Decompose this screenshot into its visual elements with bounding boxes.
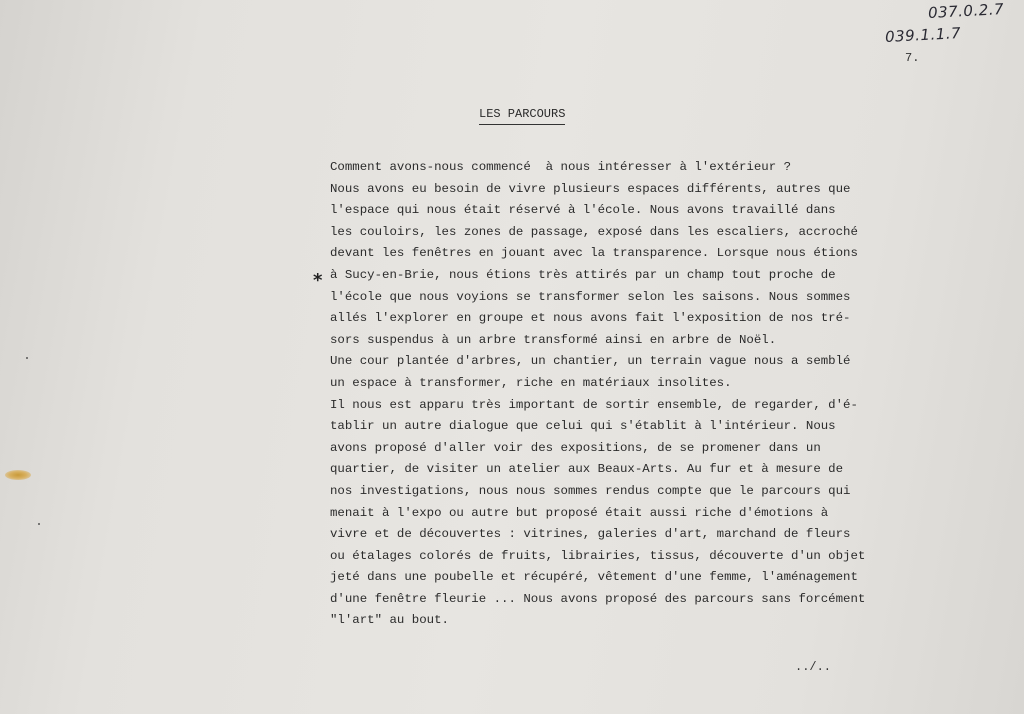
text-line: sors suspendus à un arbre transformé ainsi en arbre de Noël. — [330, 332, 777, 347]
text-line: allés l'explorer en groupe et nous avons fait l'exposition de nos tré- — [330, 311, 851, 326]
text-line: l'espace qui nous était réservé à l'école. Nous avons travaillé dans — [330, 203, 836, 218]
text-line: quartier, de visiter un atelier aux Beaux-Arts. Au fur et à mesure de — [330, 462, 844, 477]
text-line: Comment avons-nous commencé à nous intéresser à l'extérieur ? — [330, 160, 792, 174]
text-line: "l'art" au bout. — [330, 613, 449, 628]
text-line: Une cour plantée d'arbres, un chantier, un terrain vague nous a semblé — [330, 354, 851, 369]
text-line: ou étalages colorés de fruits, librairies, tissus, découverte d'un objet — [330, 548, 866, 563]
handwritten-reference: 039.1.1.7 — [884, 24, 962, 46]
text-line: à Sucy-en-Brie, nous étions très attirés par un champ tout proche de — [330, 267, 836, 282]
speck — [26, 357, 28, 359]
text-line: d'une fenêtre fleurie ... Nous avons proposé des parcours sans forcément — [330, 591, 866, 606]
text-line: les couloirs, les zones de passage, exposé dans les escaliers, accroché — [330, 224, 858, 239]
text-line: jeté dans une poubelle et récupéré, vêtement d'une femme, l'aménagement — [330, 570, 858, 585]
stain-mark — [5, 470, 31, 480]
page-number: 7. — [905, 51, 920, 65]
margin-asterisk: * — [313, 270, 323, 291]
text-line: vivre et de découvertes : vitrines, galeries d'art, marchand de fleurs — [330, 527, 851, 542]
text-line: avons proposé d'aller voir des expositions, de se promener dans un — [330, 440, 821, 455]
page-title: LES PARCOURS — [479, 107, 565, 125]
handwritten-reference: 037.0.2.7 — [927, 0, 1005, 22]
text-line: menait à l'expo ou autre but proposé était aussi riche d'émotions à — [330, 505, 829, 520]
text-line: Il nous est apparu très important de sortir ensemble, de regarder, d'é- — [330, 397, 858, 412]
continuation-mark: ../.. — [795, 660, 832, 674]
text-line: tablir un autre dialogue que celui qui s'établit à l'intérieur. Nous — [330, 419, 836, 434]
text-line: l'école que nous voyions se transformer selon les saisons. Nous sommes — [330, 289, 851, 304]
body-text — [330, 157, 890, 632]
text-line: devant les fenêtres en jouant avec la transparence. Lorsque nous étions — [330, 246, 858, 261]
text-line: nos investigations, nous nous sommes rendus compte que le parcours qui — [330, 483, 851, 498]
speck — [38, 523, 40, 525]
text-line: Nous avons eu besoin de vivre plusieurs espaces différents, autres que — [330, 181, 851, 196]
text-line: un espace à transformer, riche en matériaux insolites. — [330, 375, 732, 390]
